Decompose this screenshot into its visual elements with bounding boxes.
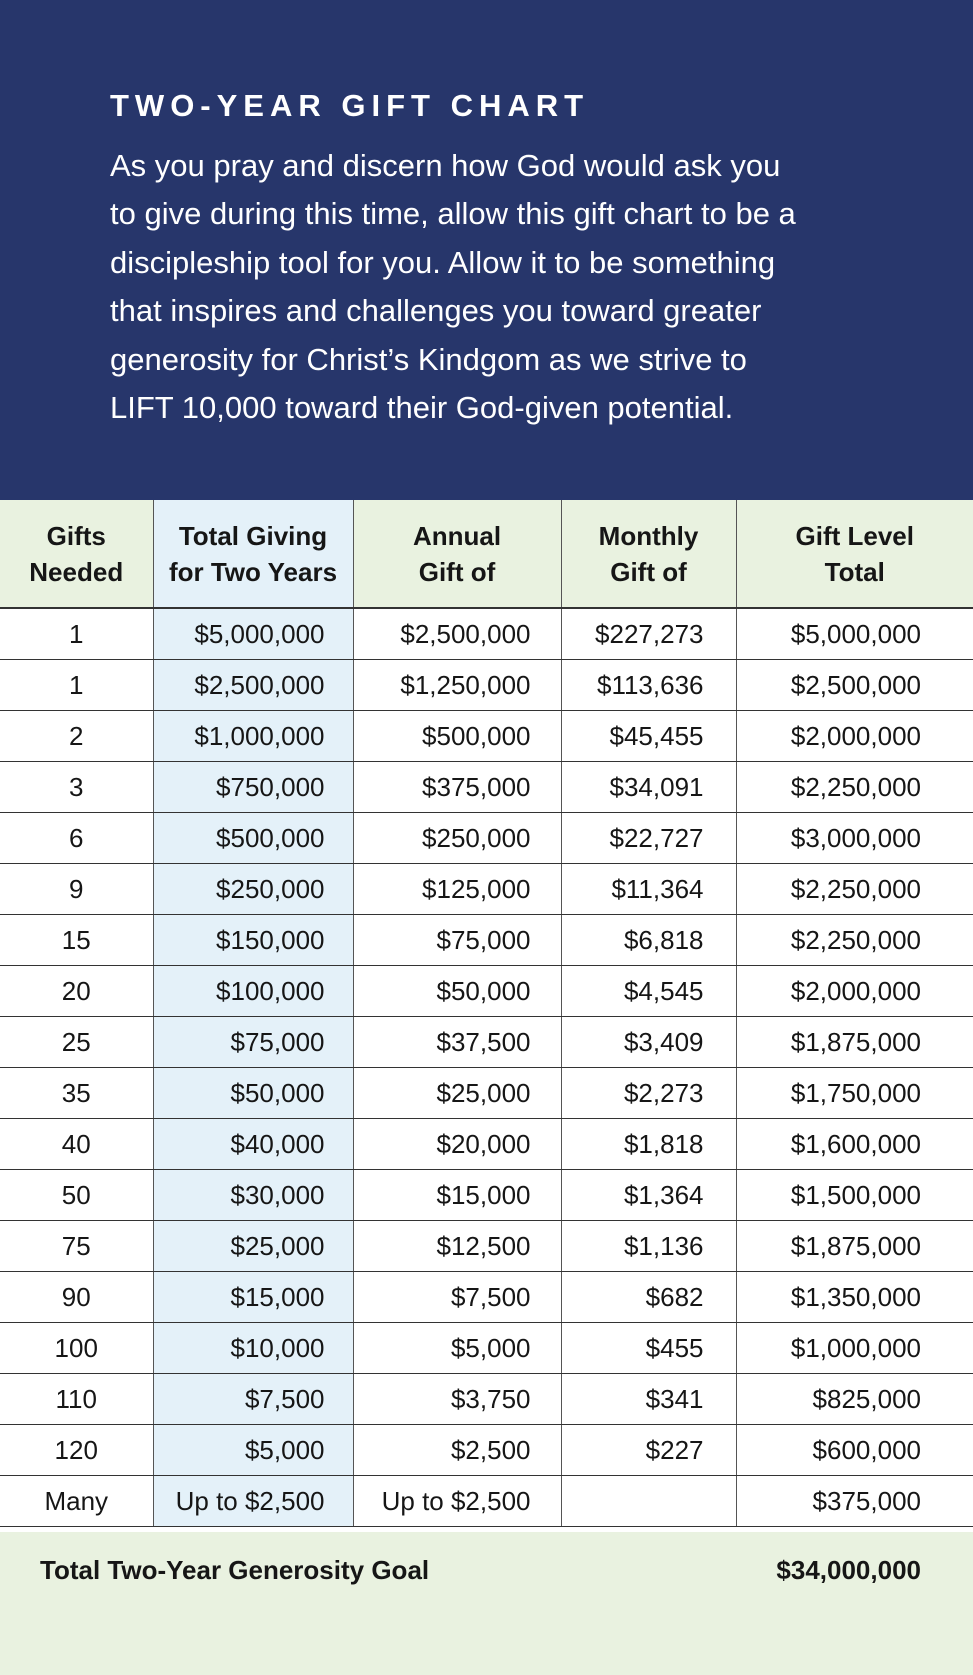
monthly-gift-cell: $22,727 (561, 813, 736, 864)
annual-gift-cell: $37,500 (353, 1017, 561, 1068)
table-row (0, 1221, 973, 1272)
gift-chart-table (0, 500, 973, 1527)
gift-level-total-cell: $825,000 (736, 1374, 973, 1425)
annual-gift-cell: $25,000 (353, 1068, 561, 1119)
gifts-needed-cell: Many (0, 1476, 153, 1527)
gift-level-total-cell: $1,875,000 (736, 1221, 973, 1272)
annual-gift-cell: $250,000 (353, 813, 561, 864)
gifts-needed-cell: 25 (0, 1017, 153, 1068)
gift-level-total-cell: $1,750,000 (736, 1068, 973, 1119)
gift-level-total-cell: $1,875,000 (736, 1017, 973, 1068)
table-row (0, 1272, 973, 1323)
total-giving-cell: $5,000 (153, 1425, 353, 1476)
intro-line: generosity for Christ’s Kindgom as we strive to (110, 341, 747, 377)
annual-gift-cell: $50,000 (353, 966, 561, 1017)
annual-gift-cell: $125,000 (353, 864, 561, 915)
table-row (0, 813, 973, 864)
annual-gift-cell: $2,500 (353, 1425, 561, 1476)
table-row (0, 711, 973, 762)
table-row (0, 1119, 973, 1170)
gifts-needed-cell: 90 (0, 1272, 153, 1323)
monthly-gift-cell: $227 (561, 1425, 736, 1476)
monthly-gift-cell (561, 1476, 736, 1527)
total-giving-cell: Up to $2,500 (153, 1476, 353, 1527)
gift-level-total-cell: $600,000 (736, 1425, 973, 1476)
gifts-needed-cell: 120 (0, 1425, 153, 1476)
column-header-gifts-needed: Gifts Needed (0, 500, 153, 608)
total-giving-cell: $10,000 (153, 1323, 353, 1374)
total-giving-cell: $100,000 (153, 966, 353, 1017)
column-header-annual-gift: Annual Gift of (353, 500, 561, 608)
total-giving-cell: $500,000 (153, 813, 353, 864)
footer-total (0, 1532, 973, 1675)
gift-level-total-cell: $1,500,000 (736, 1170, 973, 1221)
gifts-needed-cell: 50 (0, 1170, 153, 1221)
table-row (0, 1068, 973, 1119)
gift-level-total-cell: $2,000,000 (736, 966, 973, 1017)
total-giving-cell: $750,000 (153, 762, 353, 813)
table-row (0, 1323, 973, 1374)
gifts-needed-cell: 1 (0, 608, 153, 660)
intro-line: to give during this time, allow this gift chart to be a (110, 196, 796, 232)
annual-gift-cell: $5,000 (353, 1323, 561, 1374)
monthly-gift-cell: $341 (561, 1374, 736, 1425)
monthly-gift-cell: $1,136 (561, 1221, 736, 1272)
column-header-gift-level-total: Gift Level Total (736, 500, 973, 608)
table-row (0, 864, 973, 915)
gifts-needed-cell: 6 (0, 813, 153, 864)
total-giving-cell: $250,000 (153, 864, 353, 915)
intro-line: As you pray and discern how God would ask you (110, 148, 781, 183)
gift-level-total-cell: $1,000,000 (736, 1323, 973, 1374)
monthly-gift-cell: $4,545 (561, 966, 736, 1017)
table-row (0, 1374, 973, 1425)
gift-level-total-cell: $375,000 (736, 1476, 973, 1527)
total-giving-cell: $1,000,000 (153, 711, 353, 762)
table-row (0, 966, 973, 1017)
gifts-needed-cell: 40 (0, 1119, 153, 1170)
table-row (0, 1476, 973, 1527)
annual-gift-cell: $7,500 (353, 1272, 561, 1323)
annual-gift-cell: $500,000 (353, 711, 561, 762)
gift-level-total-cell: $2,250,000 (736, 762, 973, 813)
annual-gift-cell: $20,000 (353, 1119, 561, 1170)
table-row (0, 1017, 973, 1068)
monthly-gift-cell: $227,273 (561, 608, 736, 660)
intro-paragraph (110, 142, 940, 432)
annual-gift-cell: $15,000 (353, 1170, 561, 1221)
gifts-needed-cell: 1 (0, 660, 153, 711)
gifts-needed-cell: 20 (0, 966, 153, 1017)
monthly-gift-cell: $1,364 (561, 1170, 736, 1221)
table-row (0, 608, 973, 660)
gift-level-total-cell: $1,350,000 (736, 1272, 973, 1323)
monthly-gift-cell: $2,273 (561, 1068, 736, 1119)
intro-line: discipleship tool for you. Allow it to be something (110, 244, 776, 280)
total-giving-cell: $15,000 (153, 1272, 353, 1323)
intro-line: LIFT 10,000 toward their God-given potential. (110, 390, 734, 426)
gifts-needed-cell: 3 (0, 762, 153, 813)
total-giving-cell: $5,000,000 (153, 608, 353, 660)
gift-level-total-cell: $2,500,000 (736, 660, 973, 711)
gift-level-total-cell: $2,250,000 (736, 864, 973, 915)
goal-label: Total Two-Year Generosity Goal (40, 1555, 430, 1585)
total-giving-cell: $40,000 (153, 1119, 353, 1170)
gifts-needed-cell: 15 (0, 915, 153, 966)
total-giving-cell: $7,500 (153, 1374, 353, 1425)
gifts-needed-cell: 100 (0, 1323, 153, 1374)
header-banner (0, 0, 973, 500)
goal-value: $34,000,000 (776, 1555, 921, 1585)
monthly-gift-cell: $682 (561, 1272, 736, 1323)
table-row (0, 1170, 973, 1221)
table-header-row (0, 500, 973, 608)
annual-gift-cell: $1,250,000 (353, 660, 561, 711)
annual-gift-cell: $12,500 (353, 1221, 561, 1272)
total-giving-cell: $150,000 (153, 915, 353, 966)
column-header-total-giving: Total Giving for Two Years (153, 500, 353, 608)
gift-level-total-cell: $5,000,000 (736, 608, 973, 660)
total-giving-cell: $25,000 (153, 1221, 353, 1272)
monthly-gift-cell: $11,364 (561, 864, 736, 915)
monthly-gift-cell: $455 (561, 1323, 736, 1374)
total-giving-cell: $30,000 (153, 1170, 353, 1221)
gift-level-total-cell: $2,250,000 (736, 915, 973, 966)
column-header-monthly-gift: Monthly Gift of (561, 500, 736, 608)
annual-gift-cell: $2,500,000 (353, 608, 561, 660)
monthly-gift-cell: $6,818 (561, 915, 736, 966)
table-row (0, 915, 973, 966)
gift-level-total-cell: $3,000,000 (736, 813, 973, 864)
table-body (0, 608, 973, 1527)
gifts-needed-cell: 2 (0, 711, 153, 762)
total-giving-cell: $2,500,000 (153, 660, 353, 711)
total-giving-cell: $50,000 (153, 1068, 353, 1119)
gifts-needed-cell: 75 (0, 1221, 153, 1272)
monthly-gift-cell: $1,818 (561, 1119, 736, 1170)
annual-gift-cell: $375,000 (353, 762, 561, 813)
gift-level-total-cell: $1,600,000 (736, 1119, 973, 1170)
monthly-gift-cell: $45,455 (561, 711, 736, 762)
gifts-needed-cell: 35 (0, 1068, 153, 1119)
table-row (0, 762, 973, 813)
gifts-needed-cell: 110 (0, 1374, 153, 1425)
table-row (0, 660, 973, 711)
annual-gift-cell: $3,750 (353, 1374, 561, 1425)
monthly-gift-cell: $113,636 (561, 660, 736, 711)
gift-level-total-cell: $2,000,000 (736, 711, 973, 762)
total-giving-cell: $75,000 (153, 1017, 353, 1068)
table-row (0, 1425, 973, 1476)
annual-gift-cell: Up to $2,500 (353, 1476, 561, 1527)
gifts-needed-cell: 9 (0, 864, 153, 915)
annual-gift-cell: $75,000 (353, 915, 561, 966)
monthly-gift-cell: $34,091 (561, 762, 736, 813)
monthly-gift-cell: $3,409 (561, 1017, 736, 1068)
page-title: TWO-YEAR GIFT CHART (110, 88, 590, 123)
intro-line: that inspires and challenges you toward greater (110, 293, 762, 329)
